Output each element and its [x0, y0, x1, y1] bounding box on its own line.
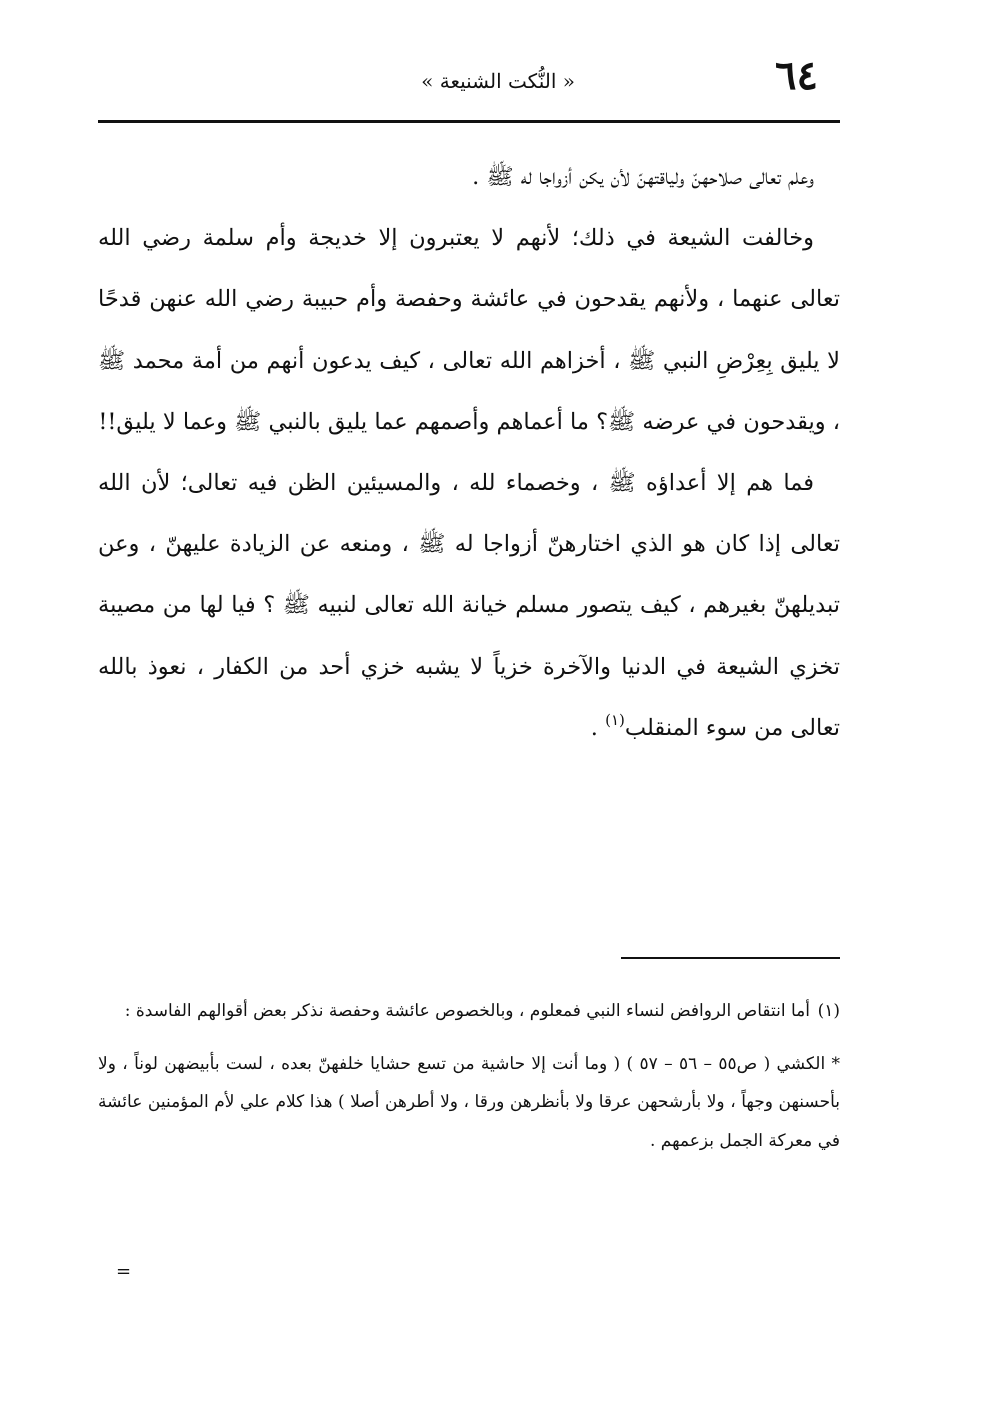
paragraph-2: وخالفت الشيعة في ذلك؛ لأنهم لا يعتبرون إلا خديجة وأم سلمة رضي الله تعالى عنهما ، ولأنهم يقدحون في عائشة وحفصة وأم حبيبة رضي الله عنهن قدحًا لا يليق بِعِرْضِ النبي ﷺ ، أخزاهم الله تعالى ، كيف يدعون أنهم من أمة محمد ﷺ ، ويقدحون في عرضه ﷺ؟ ما أعماهم وأصمهم عما يليق بالنبي ﷺ وعما لا يليق!!: [98, 225, 840, 435]
page-number: ٦٤: [775, 52, 818, 99]
page-header: [98, 52, 840, 112]
footnote-reference[interactable]: (١): [605, 710, 625, 729]
main-text: [98, 147, 840, 759]
footnote-separator: [621, 957, 840, 959]
paragraph-1: وعلم تعالى صلاحهنّ ولياقتهنّ لأن يكن أزواجا له ﷺ .: [472, 164, 814, 190]
paragraph-3: [98, 453, 840, 759]
header-rule: [98, 120, 840, 123]
footnote-number: (١): [817, 1001, 840, 1021]
footnote-1: [98, 992, 840, 1031]
footnote-1-quote: * الكشي ( ص٥٥ – ٥٦ – ٥٧ ) ( وما أنت إلا حاشية من تسع حشايا خلفهنّ بعده ، لست بأبيضهن لوناً ، ولا بأحسنهن وجهاً ، ولا بأرشحهن عرقا ولا بأنظرهن ورقا ، ولا أطرهن أصلا ) هذا كلام علي لأم المؤمنين عائشة في معركة الجمل بزعمهم .: [98, 1053, 841, 1151]
paragraph-3-closing: .: [590, 714, 606, 741]
footnote-gap: [98, 1031, 840, 1045]
footnote-1-text: أما انتقاص الروافض لنساء النبي فمعلوم ، وبالخصوص عائشة وحفصة نذكر بعض أقوالهم الفاسدة :: [124, 1001, 810, 1021]
continuation-mark: =: [116, 1261, 132, 1282]
footnotes-section: [98, 992, 840, 1160]
running-title: « النُّكت الشنيعة »: [421, 69, 575, 93]
paragraph-3-text: فما هم إلا أعداؤه ﷺ ، وخصماء لله ، والمسيئين الظن فيه تعالى؛ لأن الله تعالى إذا كان هو الذي اختارهنّ أزواجا له ﷺ ، ومنعه عن الزيادة عليهنّ ، وعن تبديلهنّ بغيرهم ، كيف يتصور مسلم خيانة الله تعالى لنبيه ﷺ ؟ فيا لها من مصيبة تخزي الشيعة في الدنيا والآخرة خزياً لا يشبه خزي أحد من الكفار ، نعوذ بالله تعالى من سوء المنقلب: [98, 470, 840, 741]
